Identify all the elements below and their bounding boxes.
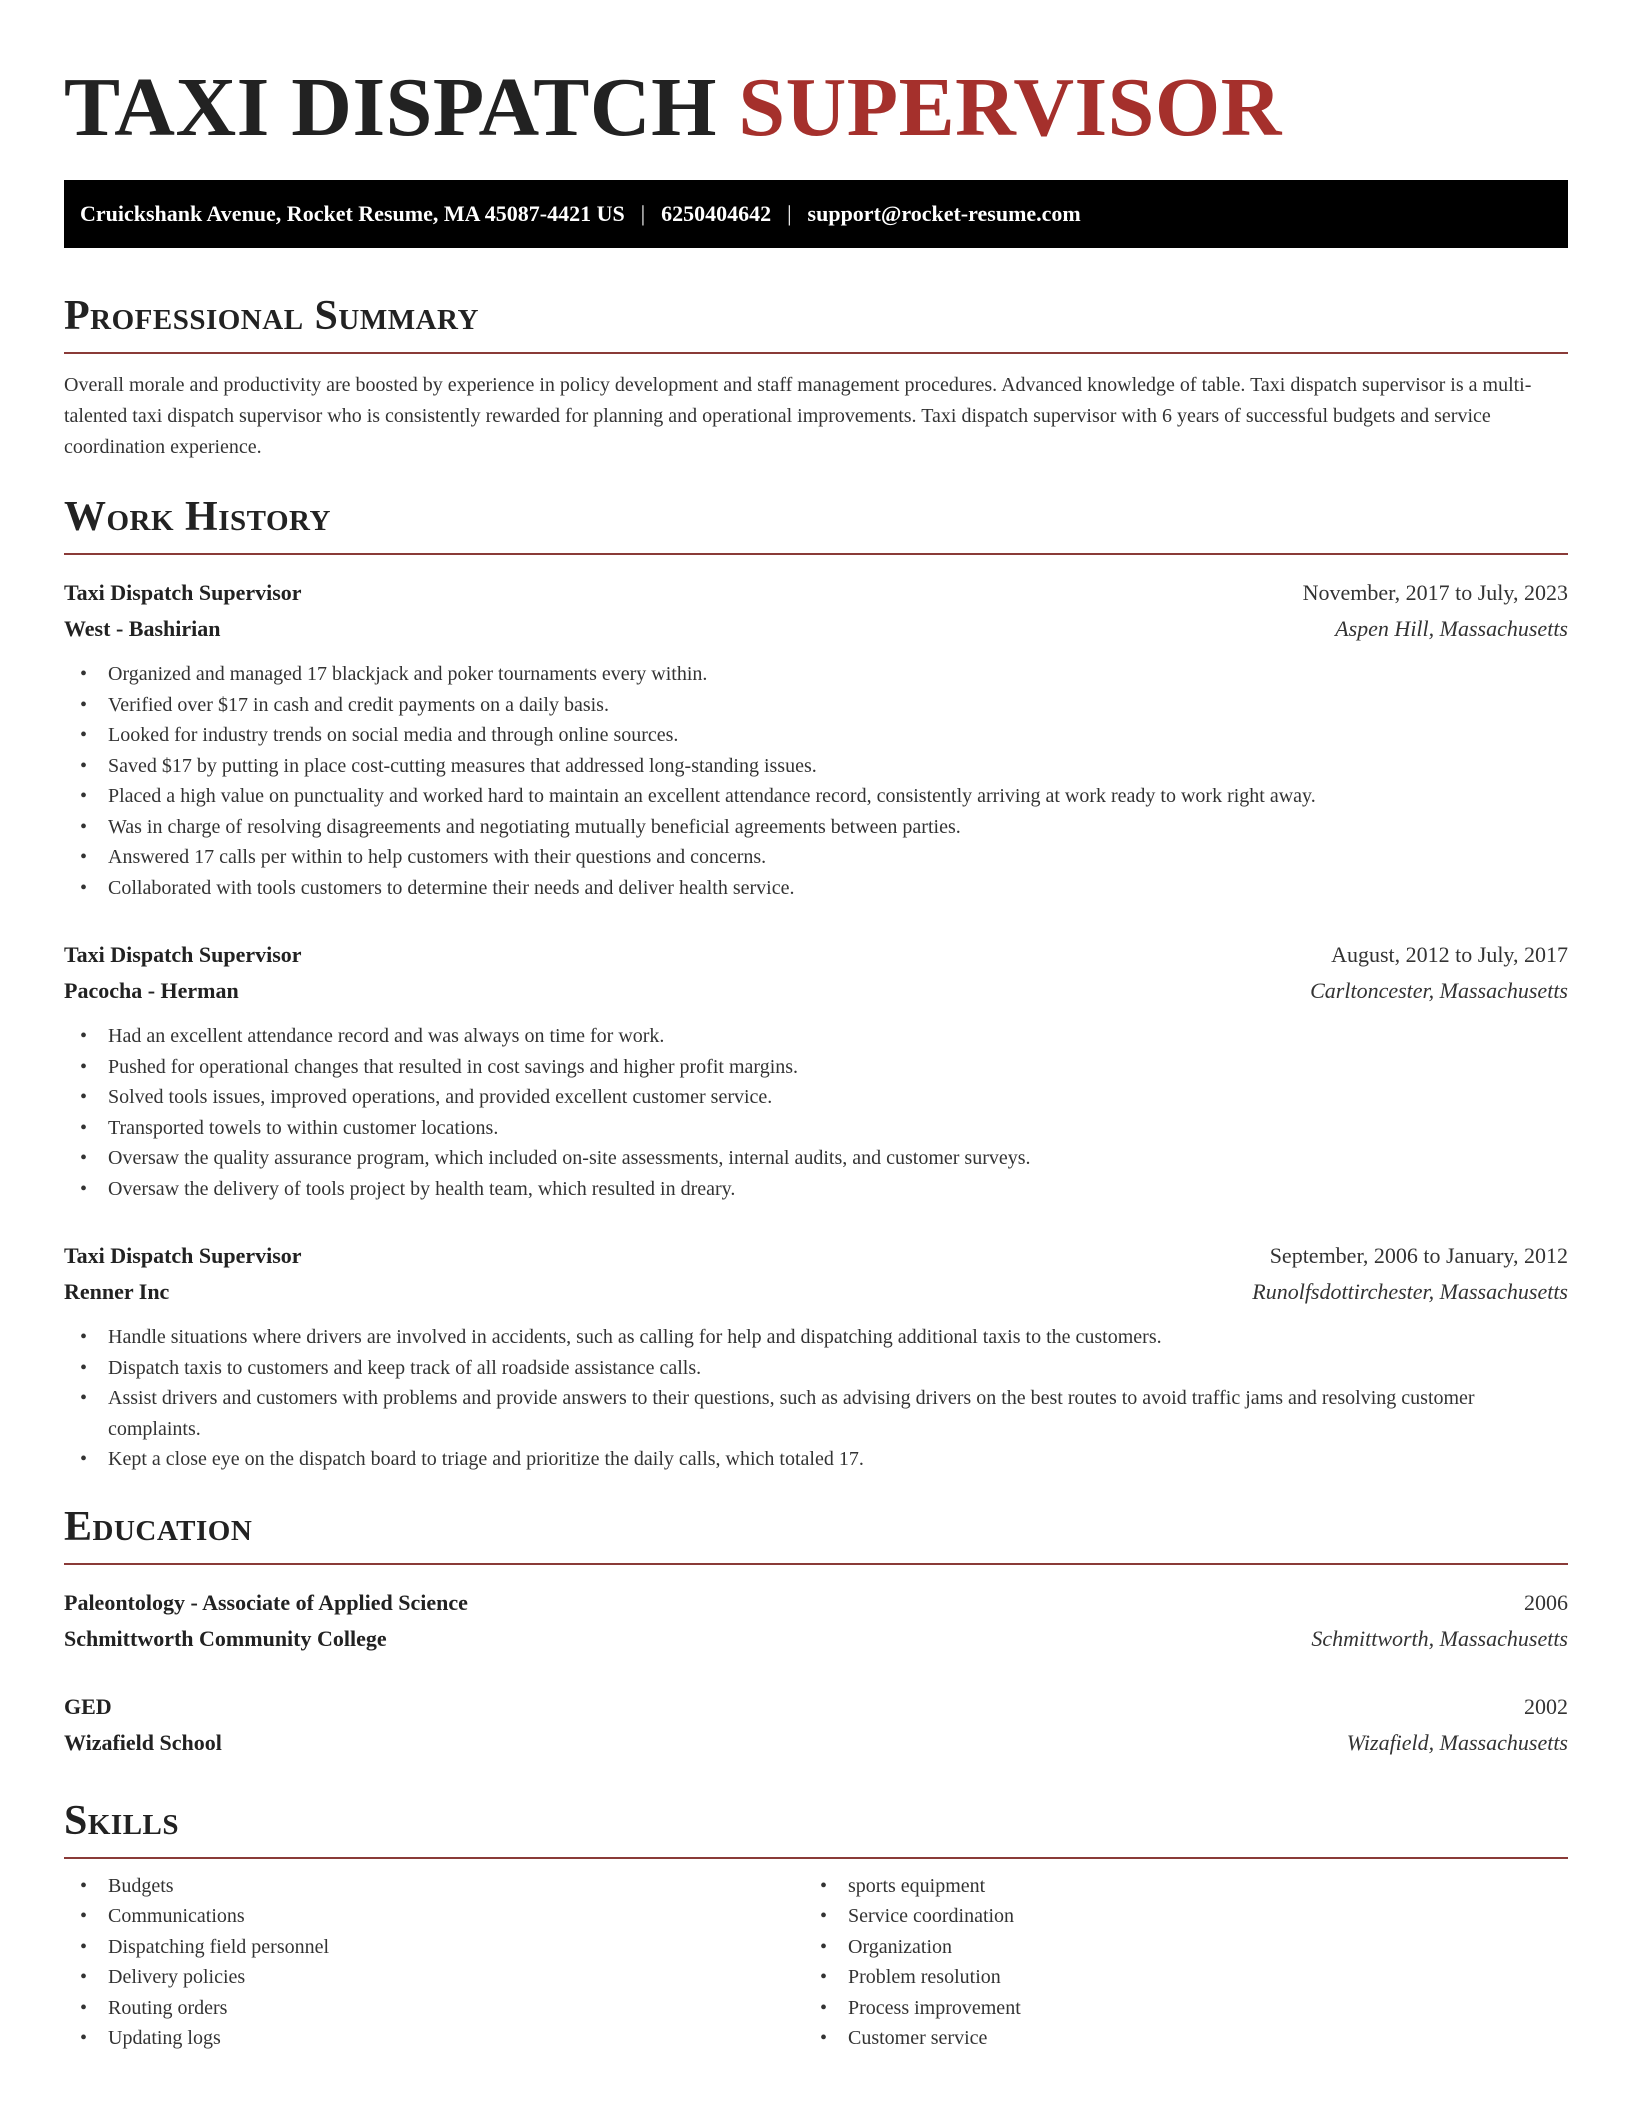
list-item: • Oversaw the delivery of tools project by health team, which resulted in dreary. bbox=[80, 1174, 1568, 1205]
education-degree: GED bbox=[64, 1693, 112, 1719]
skill-item: • Communications bbox=[80, 1901, 804, 1932]
education-degree: Paleontology - Associate of Applied Science bbox=[64, 1589, 468, 1615]
job-role: Taxi Dispatch Supervisor bbox=[64, 580, 302, 605]
education-location: Wizafield, Massachusetts bbox=[1346, 1729, 1568, 1755]
education-entry bbox=[64, 1585, 1568, 1657]
job-entry bbox=[64, 1238, 1568, 1475]
skill-item: • Budgets bbox=[80, 1871, 804, 1902]
skill-item: • Delivery policies bbox=[80, 1962, 804, 1993]
section-title-work: Work History bbox=[64, 491, 1568, 555]
contact-address: Cruickshank Avenue, Rocket Resume, MA 45087-4421 US bbox=[80, 201, 625, 226]
education-school: Schmittworth Community College bbox=[64, 1625, 387, 1651]
job-location: Runolfsdottirchester, Massachusetts bbox=[1252, 1279, 1568, 1304]
list-item: • Transported towels to within customer locations. bbox=[80, 1113, 1568, 1144]
section-title-education: Education bbox=[64, 1501, 1568, 1565]
skill-item: • Problem resolution bbox=[820, 1962, 1544, 1993]
work-history-section bbox=[64, 491, 1568, 1475]
skills-grid bbox=[64, 1871, 1568, 2054]
list-item: • Organized and managed 17 blackjack and poker tournaments every within. bbox=[80, 659, 1568, 690]
skills-section bbox=[64, 1795, 1568, 2054]
summary-text: Overall morale and productivity are boosted by experience in policy development and staff management procedures. Advanced knowledge of table. Taxi dispatch supervisor is a multi-talented taxi dispatch supervisor who is consistently rewarded for planning and operational improvements. Taxi dispatch supervisor with 6 years of successful budgets and service coordination experience. bbox=[64, 374, 1532, 458]
skill-item: • Process improvement bbox=[820, 1993, 1544, 2024]
list-item: • Collaborated with tools customers to determine their needs and deliver health service. bbox=[80, 873, 1568, 904]
education-school: Wizafield School bbox=[64, 1729, 222, 1755]
job-location: Aspen Hill, Massachusetts bbox=[1335, 616, 1568, 641]
job-company: West - Bashirian bbox=[64, 616, 221, 641]
list-item: • Saved $17 by putting in place cost-cutting measures that addressed long-standing issues. bbox=[80, 751, 1568, 782]
job-entry bbox=[64, 937, 1568, 1204]
section-title-summary: Professional Summary bbox=[64, 290, 1568, 354]
education-section bbox=[64, 1501, 1568, 1761]
job-header-row bbox=[64, 1238, 1568, 1274]
list-item: • Was in charge of resolving disagreements and negotiating mutually beneficial agreements between parties. bbox=[80, 812, 1568, 843]
job-company-row bbox=[64, 611, 1568, 647]
education-location: Schmittworth, Massachusetts bbox=[1311, 1625, 1568, 1651]
candidate-name bbox=[64, 60, 1568, 164]
education-year: 2002 bbox=[1524, 1693, 1568, 1719]
list-item: • Assist drivers and customers with problems and provide answers to their questions, such as advising drivers on the best routes to avoid traffic jams and resolving customer complaints. bbox=[80, 1383, 1568, 1444]
job-company: Pacocha - Herman bbox=[64, 978, 239, 1003]
skill-item: • Organization bbox=[820, 1932, 1544, 1963]
job-header-row bbox=[64, 575, 1568, 611]
list-item: • Looked for industry trends on social media and through online sources. bbox=[80, 720, 1568, 751]
list-item: • Solved tools issues, improved operations, and provided excellent customer service. bbox=[80, 1082, 1568, 1113]
section-title-skills: Skills bbox=[64, 1795, 1568, 1859]
job-bullets bbox=[64, 659, 1568, 903]
education-year: 2006 bbox=[1524, 1589, 1568, 1615]
job-header-row bbox=[64, 937, 1568, 973]
name-accent: SUPERVISOR bbox=[738, 61, 1282, 154]
skill-item: • sports equipment bbox=[820, 1871, 1544, 1902]
job-dates: November, 2017 to July, 2023 bbox=[1302, 580, 1568, 605]
skill-item: • Service coordination bbox=[820, 1901, 1544, 1932]
list-item: • Answered 17 calls per within to help customers with their questions and concerns. bbox=[80, 842, 1568, 873]
skill-item: • Customer service bbox=[820, 2023, 1544, 2054]
list-item: • Handle situations where drivers are involved in accidents, such as calling for help and dispatching additional taxis to the customers. bbox=[80, 1322, 1568, 1353]
education-school-row bbox=[64, 1725, 1568, 1761]
list-item: • Had an excellent attendance record and was always on time for work. bbox=[80, 1021, 1568, 1052]
list-item: • Pushed for operational changes that resulted in cost savings and higher profit margins. bbox=[80, 1052, 1568, 1083]
education-entry bbox=[64, 1689, 1568, 1761]
job-location: Carltoncester, Massachusetts bbox=[1310, 978, 1568, 1003]
job-company-row bbox=[64, 973, 1568, 1009]
skills-list-right bbox=[804, 1871, 1544, 2054]
skills-list-left bbox=[64, 1871, 804, 2054]
name-main: TAXI DISPATCH bbox=[64, 61, 739, 154]
list-item: • Verified over $17 in cash and credit payments on a daily basis. bbox=[80, 690, 1568, 721]
education-degree-row bbox=[64, 1689, 1568, 1725]
skill-item: • Updating logs bbox=[80, 2023, 804, 2054]
job-bullets bbox=[64, 1322, 1568, 1475]
list-item: • Kept a close eye on the dispatch board to triage and prioritize the daily calls, which totaled 17. bbox=[80, 1444, 1568, 1475]
education-degree-row bbox=[64, 1585, 1568, 1621]
skill-item: • Dispatching field personnel bbox=[80, 1932, 804, 1963]
contact-bar bbox=[64, 180, 1568, 248]
skill-item: • Routing orders bbox=[80, 1993, 804, 2024]
job-role: Taxi Dispatch Supervisor bbox=[64, 1243, 302, 1268]
job-role: Taxi Dispatch Supervisor bbox=[64, 942, 302, 967]
professional-summary-section bbox=[64, 290, 1568, 463]
job-bullets bbox=[64, 1021, 1568, 1204]
education-school-row bbox=[64, 1621, 1568, 1657]
list-item: • Oversaw the quality assurance program, which included on-site assessments, internal audits, and customer surveys. bbox=[80, 1143, 1568, 1174]
job-dates: September, 2006 to January, 2012 bbox=[1269, 1243, 1568, 1268]
contact-phone[interactable]: 6250404642 bbox=[661, 201, 772, 226]
list-item: • Placed a high value on punctuality and worked hard to maintain an excellent attendance record, consistently arriving at work ready to work right away. bbox=[80, 781, 1568, 812]
contact-separator: | bbox=[640, 201, 646, 226]
list-item: • Dispatch taxis to customers and keep track of all roadside assistance calls. bbox=[80, 1353, 1568, 1384]
job-entry bbox=[64, 575, 1568, 903]
job-company-row bbox=[64, 1274, 1568, 1310]
contact-email[interactable]: support@rocket-resume.com bbox=[807, 201, 1081, 226]
contact-separator: | bbox=[787, 201, 792, 226]
job-dates: August, 2012 to July, 2017 bbox=[1331, 942, 1568, 967]
job-company: Renner Inc bbox=[64, 1279, 170, 1304]
